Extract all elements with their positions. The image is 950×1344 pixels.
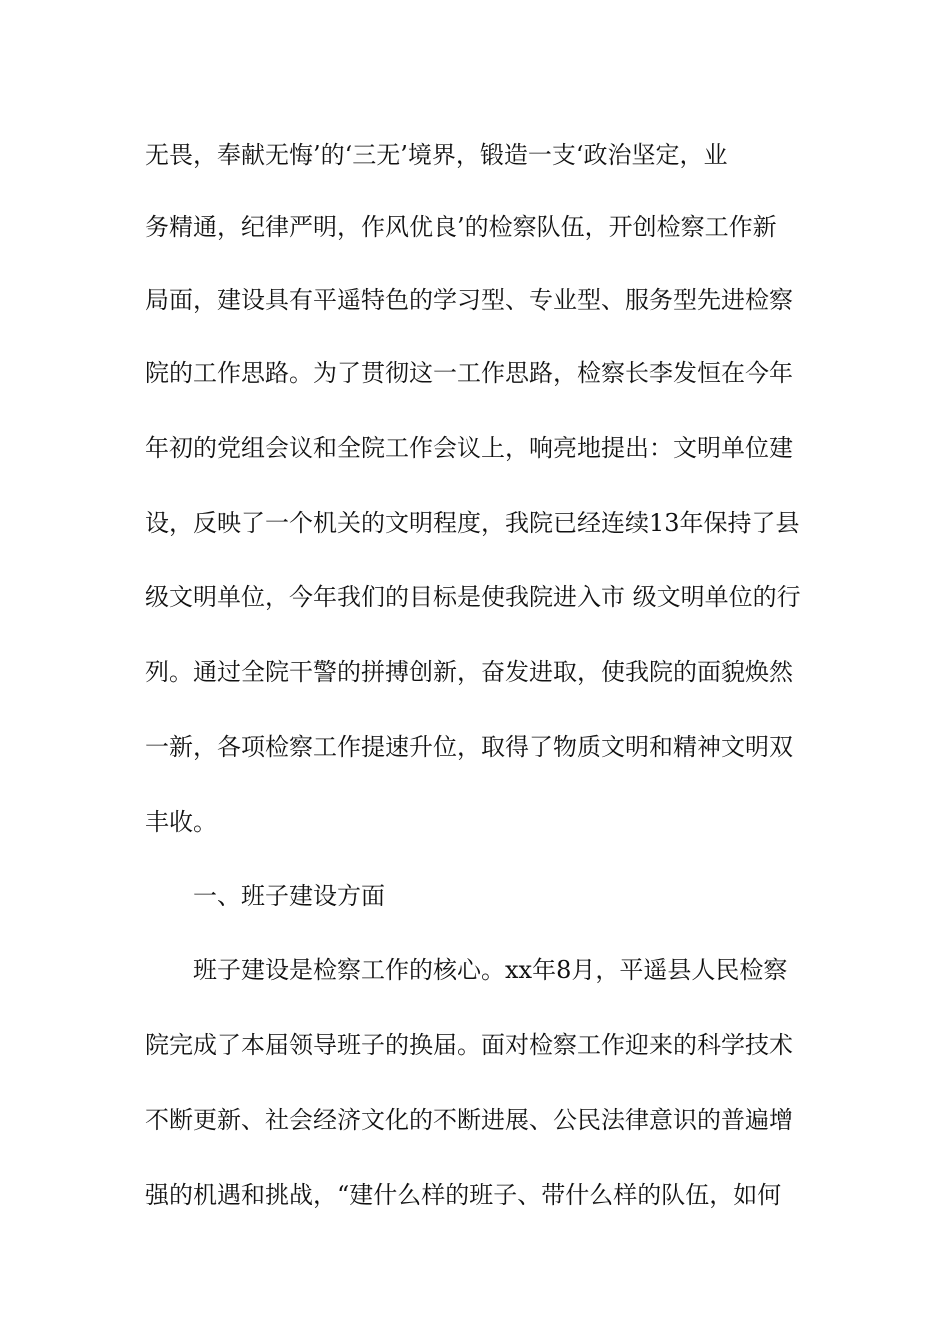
- text-line-3: 局面，建设具有平遥特色的学习型、专业型、服务型先进检察: [145, 286, 793, 314]
- text-line-13: 院完成了本届领导班子的换届。面对检察工作迎来的科学技术: [145, 1031, 793, 1059]
- text-line-4: 院的工作思路。为了贯彻这一工作思路，检察长李发恒在今年: [145, 359, 793, 387]
- text-line-10: 丰收。: [145, 808, 217, 836]
- text-line-6: 设，反映了一个机关的文明程度，我院已经连续13年保持了县: [145, 509, 800, 537]
- text-line-14: 不断更新、社会经济文化的不断进展、公民法律意识的普遍增: [145, 1106, 793, 1134]
- text-line-9: 一新，各项检察工作提速升位，取得了物质文明和精神文明双: [145, 733, 793, 761]
- text-line-15: 强的机遇和挑战，“建什么样的班子、带什么样的队伍，如何: [145, 1181, 782, 1209]
- text-line-2: 务精通，纪律严明，作风优良’的检察队伍，开创检察工作新: [145, 213, 777, 241]
- text-line-5: 年初的党组会议和全院工作会议上，响亮地提出：文明单位建: [145, 434, 793, 462]
- text-line-8: 列。通过全院干警的拼搏创新，奋发进取，使我院的面貌焕然: [145, 658, 793, 686]
- text-line-7: 级文明单位，今年我们的目标是使我院进入市 级文明单位的行: [145, 583, 801, 611]
- text-line-12: 班子建设是检察工作的核心。xx年8月，平遥县人民检察: [193, 956, 788, 984]
- text-line-1: 无畏，奉献无悔’的‘三无’境界，锻造一支‘政治坚定，业: [145, 141, 728, 169]
- section-heading: 一、班子建设方面: [193, 882, 385, 910]
